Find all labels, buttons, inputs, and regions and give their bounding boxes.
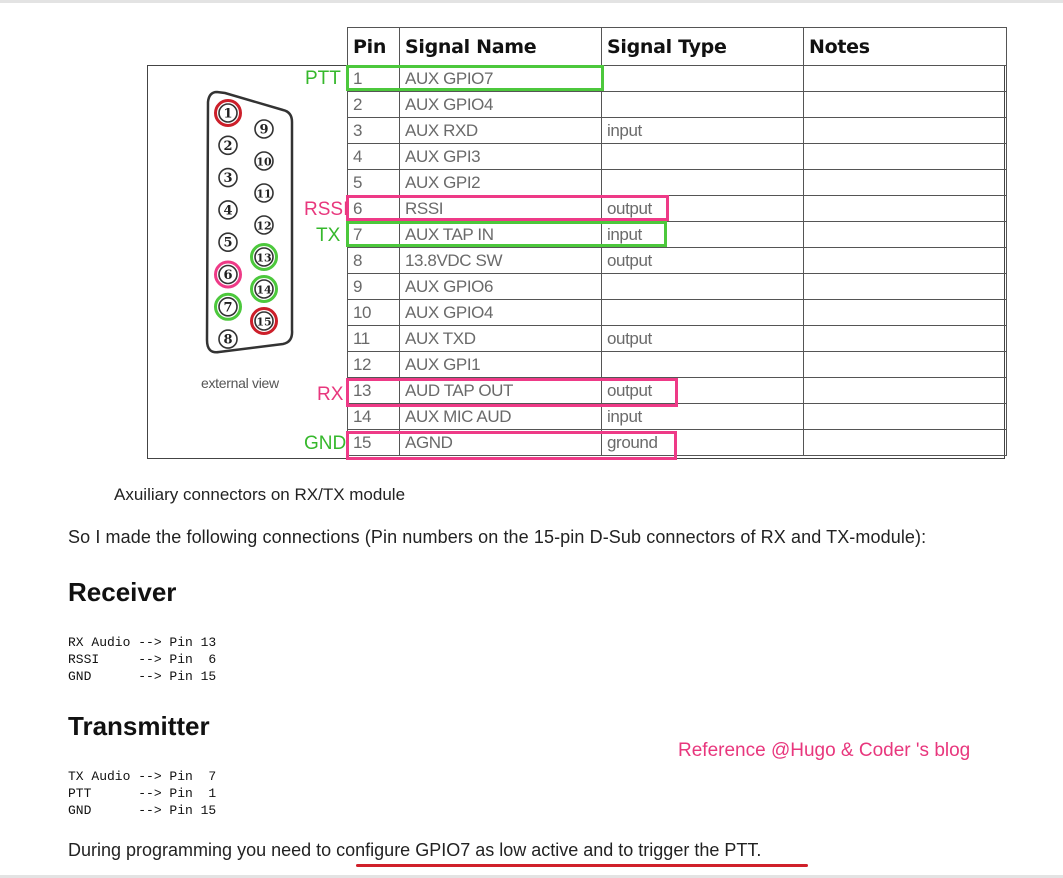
header-notes: Notes: [804, 28, 1007, 66]
signal-name-cell: AUX GPIO7: [400, 66, 602, 92]
signal-type-cell: [602, 144, 804, 170]
transmitter-heading: Transmitter: [68, 711, 210, 741]
signal-name-cell: 13.8VDC SW: [400, 248, 602, 274]
signal-type-cell: input: [602, 222, 804, 248]
pin-cell: 13: [348, 378, 400, 404]
signal-type-cell: output: [602, 248, 804, 274]
figure-caption: Axuiliary connectors on RX/TX module: [114, 485, 406, 504]
connector-pin-10: [255, 152, 273, 170]
connector-pin-7: [216, 294, 241, 319]
pin-table-header: [348, 28, 1007, 66]
connector-pin-11: [255, 184, 273, 202]
pin-cell: 10: [348, 300, 400, 326]
red-underline-annotation: [356, 864, 808, 867]
signal-type-cell: [602, 300, 804, 326]
signal-name-cell: AGND: [400, 430, 602, 456]
signal-type-cell: [602, 170, 804, 196]
label-rx: RX: [317, 384, 344, 405]
signal-type-cell: output: [602, 196, 804, 222]
signal-type-cell: [602, 352, 804, 378]
pin-row: [348, 404, 1007, 430]
external-view-label: external view: [201, 375, 279, 391]
signal-name-cell: AUX GPIO4: [400, 92, 602, 118]
connector-pin-label: 4: [223, 203, 233, 219]
signal-type-cell: input: [602, 404, 804, 430]
notes-cell: [804, 430, 1007, 456]
signal-name-cell: AUX GPI3: [400, 144, 602, 170]
signal-name-cell: AUX TXD: [400, 326, 602, 352]
highlight-tx: [346, 221, 667, 247]
connector-pin-label: 14: [256, 283, 272, 297]
connector-pin-4: [219, 201, 237, 219]
reference-note: Reference @Hugo & Coder 's blog: [678, 740, 971, 761]
connector-pin-label: 5: [223, 235, 233, 251]
notes-cell: [804, 274, 1007, 300]
notes-cell: [804, 118, 1007, 144]
highlight-rx: [346, 378, 678, 407]
connector-pin-3: [219, 169, 237, 187]
signal-name-cell: AUX GPIO4: [400, 300, 602, 326]
pin-cell: 2: [348, 92, 400, 118]
connector-pin-13: [252, 245, 277, 270]
pin-row: [348, 326, 1007, 352]
header-signal-name: Signal Name: [400, 28, 602, 66]
pin-cell: 15: [348, 430, 400, 456]
signal-name-cell: RSSI: [400, 196, 602, 222]
signal-name-cell: AUX GPI2: [400, 170, 602, 196]
connector-pin-label: 1: [223, 106, 233, 122]
connector-pin-label: 6: [223, 268, 233, 283]
pin-row: [348, 118, 1007, 144]
pin-cell: 1: [348, 66, 400, 92]
connector-pin-8: [219, 330, 237, 348]
notes-cell: [804, 326, 1007, 352]
connector-pin-6: [216, 262, 241, 287]
highlight-rssi: [346, 195, 669, 221]
connector-pin-label: 3: [223, 171, 233, 187]
intro-paragraph: So I made the following connections (Pin numbers on the 15-pin D-Sub connectors of RX and TX-module):: [68, 527, 927, 547]
pin-row: [348, 352, 1007, 378]
connector-pin-2: [219, 136, 237, 154]
connector-outline: [207, 92, 292, 352]
pin-row: [348, 170, 1007, 196]
connector-pin-label: 8: [223, 332, 233, 348]
notes-cell: [804, 222, 1007, 248]
notes-cell: [804, 170, 1007, 196]
label-rssi: RSSI: [304, 199, 349, 220]
connector-pin-5: [219, 233, 237, 251]
connector-right-row: [252, 120, 277, 334]
connector-pin-9: [255, 120, 273, 138]
receiver-code-block: RX Audio --> Pin 13 RSSI --> Pin 6 GND --> Pin 15: [68, 635, 217, 684]
connector-pin-label: 11: [256, 187, 272, 201]
signal-type-cell: [602, 92, 804, 118]
notes-cell: [804, 352, 1007, 378]
notes-cell: [804, 248, 1007, 274]
pin-row: [348, 274, 1007, 300]
connector-pin-12: [255, 216, 273, 234]
label-tx: TX: [316, 225, 341, 246]
signal-type-cell: input: [602, 118, 804, 144]
pin-cell: 9: [348, 274, 400, 300]
pin-cell: 8: [348, 248, 400, 274]
connector-left-row: [216, 101, 241, 349]
signal-name-cell: AUX GPIO6: [400, 274, 602, 300]
notes-cell: [804, 378, 1007, 404]
notes-cell: [804, 300, 1007, 326]
signal-name-cell: AUX TAP IN: [400, 222, 602, 248]
highlight-ptt: [346, 65, 604, 91]
transmitter-code-block: TX Audio --> Pin 7 PTT --> Pin 1 GND --> Pin 15: [68, 769, 217, 818]
connector-pin-label: 12: [256, 219, 272, 233]
label-gnd: GND: [304, 433, 347, 454]
signal-name-cell: AUD TAP OUT: [400, 378, 602, 404]
notes-cell: [804, 404, 1007, 430]
signal-name-cell: AUX MIC AUD: [400, 404, 602, 430]
pin-cell: 14: [348, 404, 400, 430]
connector-pin-15: [252, 309, 277, 334]
pin-cell: 7: [348, 222, 400, 248]
connector-pin-14: [252, 277, 277, 302]
connector-pin-label: 7: [223, 300, 233, 316]
pin-row: [348, 144, 1007, 170]
pin-row: [348, 92, 1007, 118]
pin-cell: 12: [348, 352, 400, 378]
signal-type-cell: ground: [602, 430, 804, 456]
notes-cell: [804, 196, 1007, 222]
connector-pin-label: 15: [256, 315, 272, 329]
highlight-gnd: [346, 431, 677, 460]
top-divider: [0, 0, 1063, 3]
pin-cell: 6: [348, 196, 400, 222]
receiver-heading: Receiver: [68, 577, 177, 607]
connector-pin-1: [216, 101, 241, 126]
signal-type-cell: [602, 274, 804, 300]
pin-cell: 5: [348, 170, 400, 196]
final-paragraph: During programming you need to configure GPIO7 as low active and to trigger the PTT.: [68, 840, 762, 860]
signal-type-cell: output: [602, 326, 804, 352]
connector-pin-label: 13: [256, 251, 272, 265]
signal-type-cell: output: [602, 378, 804, 404]
notes-cell: [804, 92, 1007, 118]
label-ptt: PTT: [305, 68, 341, 89]
header-signal-type: Signal Type: [602, 28, 804, 66]
pin-cell: 11: [348, 326, 400, 352]
signal-name-cell: AUX GPI1: [400, 352, 602, 378]
connector-pin-label: 2: [223, 138, 233, 154]
pin-cell: 4: [348, 144, 400, 170]
pin-cell: 3: [348, 118, 400, 144]
signal-type-cell: [602, 66, 804, 92]
connector-pin-label: 9: [259, 122, 269, 138]
header-pin: Pin: [348, 28, 400, 66]
notes-cell: [804, 66, 1007, 92]
pin-row: [348, 248, 1007, 274]
notes-cell: [804, 144, 1007, 170]
dsub-connector-diagram: [203, 88, 295, 358]
signal-name-cell: AUX RXD: [400, 118, 602, 144]
connector-pin-label: 10: [256, 155, 272, 169]
pin-row: [348, 300, 1007, 326]
